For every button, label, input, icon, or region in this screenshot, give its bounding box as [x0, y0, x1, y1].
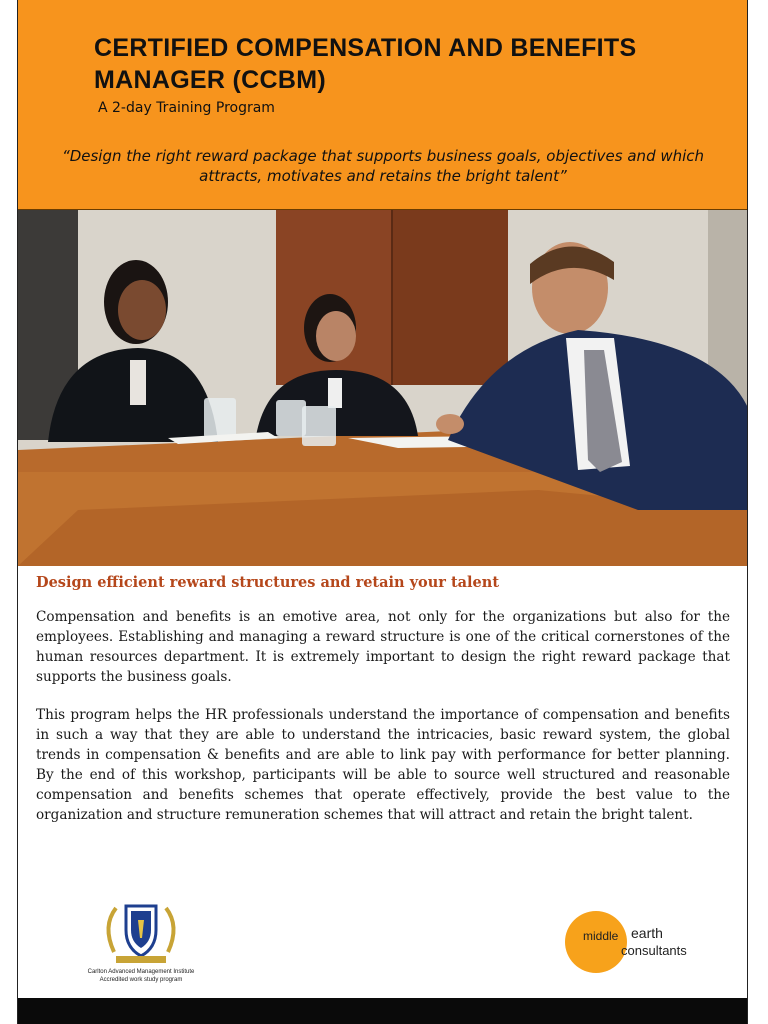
cami-accreditation: Accredited work study program	[99, 977, 183, 983]
logo-word-earth: earth	[631, 925, 663, 941]
middle-earth-logo	[563, 905, 723, 975]
logo-word-middle: middle	[583, 929, 619, 943]
section-heading: Design efficient reward structures and retain your talent	[36, 574, 500, 591]
tagline-quote: “Design the right reward package that supports business goals, objectives and which attracts, motivates and retains the bright talent”	[61, 147, 705, 185]
header-banner	[18, 0, 747, 210]
crest-icon	[76, 900, 206, 966]
footer-bar	[18, 998, 747, 1024]
main-content	[36, 566, 730, 825]
intro-paragraph: Compensation and benefits is an emotive area, not only for the organizations but also for the employees. Establishing and managing a reward structure is one of the critical cornerstones of the human resources department. It is extremely important to design the right reward package that supports the business goals.	[36, 609, 730, 685]
brochure-page	[17, 0, 748, 1024]
page-title: CERTIFIED COMPENSATION AND BENEFITS MANAGER (CCBM)	[94, 34, 637, 94]
cami-name: Carlton Advanced Management Institute	[87, 969, 195, 975]
business-meeting-photo	[18, 210, 747, 566]
program-subtitle: A 2-day Training Program	[98, 100, 275, 116]
logo-word-consultants: consultants	[621, 943, 687, 958]
program-paragraph: This program helps the HR professionals understand the importance of compensation and benefits in such a way that they are able to understand the intricacies, basic reward system, the global trends in compensation & benefits and are able to link pay with performance for better planning. By the end of this workshop, participants will be able to source well structured and reasonable compensation and benefits schemes that operate effectively, provide the best value to the organization and structure remuneration schemes that will attract and retain the bright talent.	[36, 707, 730, 823]
cami-logo	[76, 900, 206, 988]
